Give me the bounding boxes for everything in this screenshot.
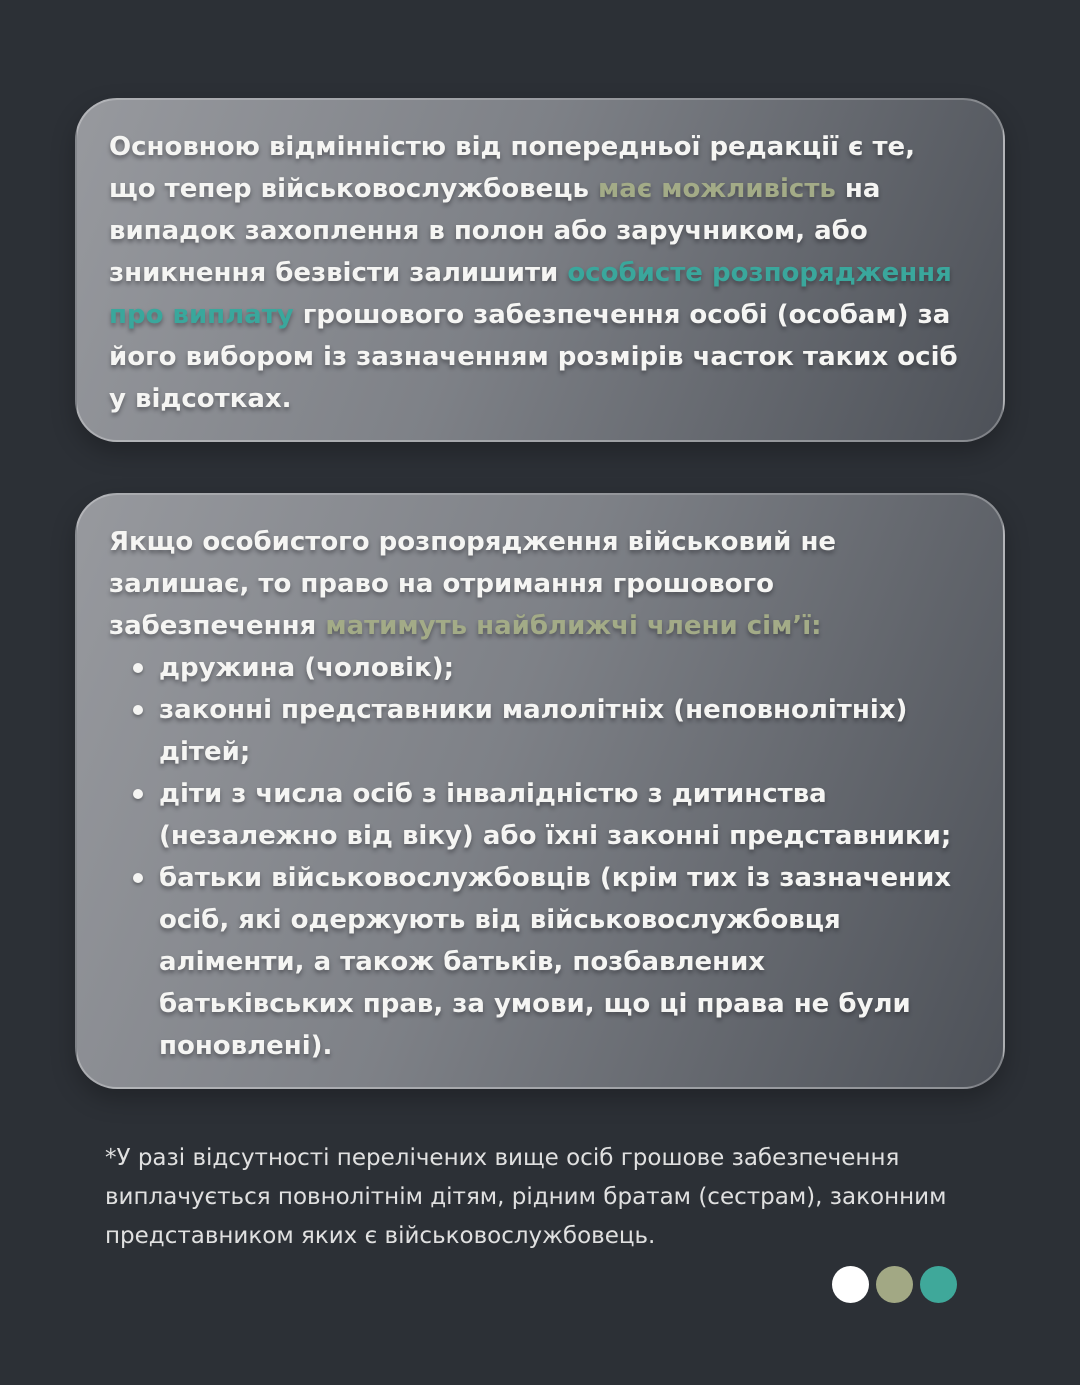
card-beneficiaries [75,493,1005,1089]
text-segment: грошового забезпечення особі (особам) за його вибором із зазначенням розмірів часток таких осіб у відсотках. [109,300,958,414]
list-item-text: батьки військовослужбовців (крім тих із зазначених осіб, які одержують від військовослужбовця аліменти, а також батьків, позбавлених батьківських прав, за умови, що ці права не були поновлені). [159,863,952,1061]
list-item-disabled-children [131,773,961,857]
carousel-dots [0,1266,957,1303]
text-segment: Основною відмінністю від попередньої редакції є те, що тепер військовослужбовець [109,132,916,204]
list-item-parents [131,857,961,1067]
list-item-text: законні представники малолітніх (неповнолітніх) дітей; [159,695,908,767]
text-segment: Якщо особистого розпорядження військовий не залишає, то право на отримання грошового забезпечення [109,527,837,641]
highlight-olive: матимуть найближчі члени сім’ї: [325,611,822,641]
beneficiaries-list [109,647,961,1067]
carousel-dot-2[interactable] [876,1266,913,1303]
text-segment: на випадок захоплення в полон або заручником, або зникнення безвісти залишити [109,174,881,288]
carousel-dot-1[interactable] [832,1266,869,1303]
highlight-teal: особисте розпорядження про виплату [109,258,952,330]
list-item-spouse [131,647,961,689]
list-item-text: діти з числа осіб з інвалідністю з дитинства (незалежно від віку) або їхні законні представники; [159,779,952,851]
list-item-text: дружина (чоловік); [159,653,455,683]
footnote: *У разі відсутності перелічених вище осіб грошове забезпечення виплачується повнолітнім дітям, рідним братам (сестрам), законним представником яких є військовослужбовець. [105,1145,947,1249]
highlight-olive: має можливість [598,174,836,204]
card-beneficiaries-intro [109,521,961,647]
list-item-legal-representatives [131,689,961,773]
infographic-page [0,98,1080,1385]
card-summary-text [109,126,961,420]
carousel-dot-3[interactable] [920,1266,957,1303]
card-summary [75,98,1005,442]
